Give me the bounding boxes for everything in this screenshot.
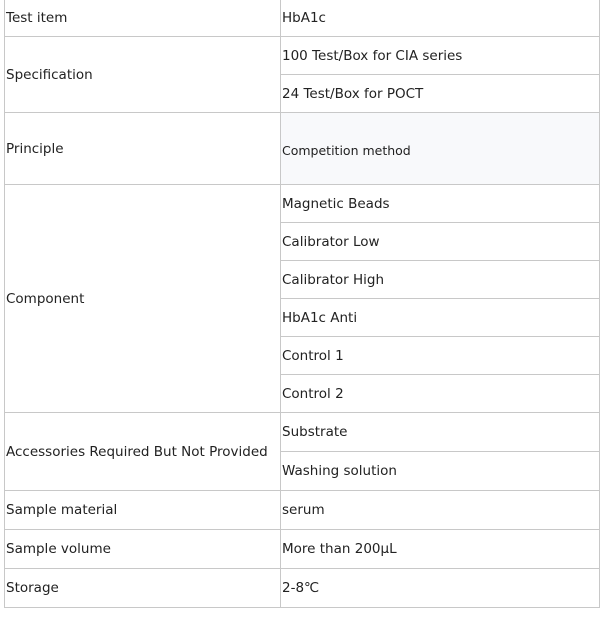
spec-table-wrapper: [4, 0, 599, 608]
row-value: 24 Test/Box for POCT: [281, 75, 600, 113]
row-value: Washing solution: [281, 452, 600, 491]
table-row-component: [5, 185, 600, 223]
row-label: Storage: [5, 569, 281, 608]
row-value: Control 2: [281, 375, 600, 413]
table-row-accessories: [5, 413, 600, 452]
row-value: HbA1c: [281, 0, 600, 37]
table-row-test-item: [5, 0, 600, 37]
row-label: Sample volume: [5, 530, 281, 569]
row-label: Principle: [5, 113, 281, 185]
row-label: Accessories Required But Not Provided: [5, 413, 281, 491]
row-value: serum: [281, 491, 600, 530]
row-value: More than 200μL: [281, 530, 600, 569]
table-row-principle: [5, 113, 600, 185]
row-value: 2-8℃: [281, 569, 600, 608]
table-row-specification: [5, 37, 600, 75]
row-value: Calibrator High: [281, 261, 600, 299]
row-value: HbA1c Anti: [281, 299, 600, 337]
row-value: Magnetic Beads: [281, 185, 600, 223]
table-row-storage: [5, 569, 600, 608]
row-label: Specification: [5, 37, 281, 113]
row-label: Sample material: [5, 491, 281, 530]
row-value: Competition method: [281, 113, 600, 185]
table-row-sample-material: [5, 491, 600, 530]
row-value: 100 Test/Box for CIA series: [281, 37, 600, 75]
row-value: Control 1: [281, 337, 600, 375]
row-label: Component: [5, 185, 281, 413]
row-label: Test item: [5, 0, 281, 37]
table-row-sample-volume: [5, 530, 600, 569]
row-value: Substrate: [281, 413, 600, 452]
product-spec-table: [4, 0, 600, 608]
row-value: Calibrator Low: [281, 223, 600, 261]
